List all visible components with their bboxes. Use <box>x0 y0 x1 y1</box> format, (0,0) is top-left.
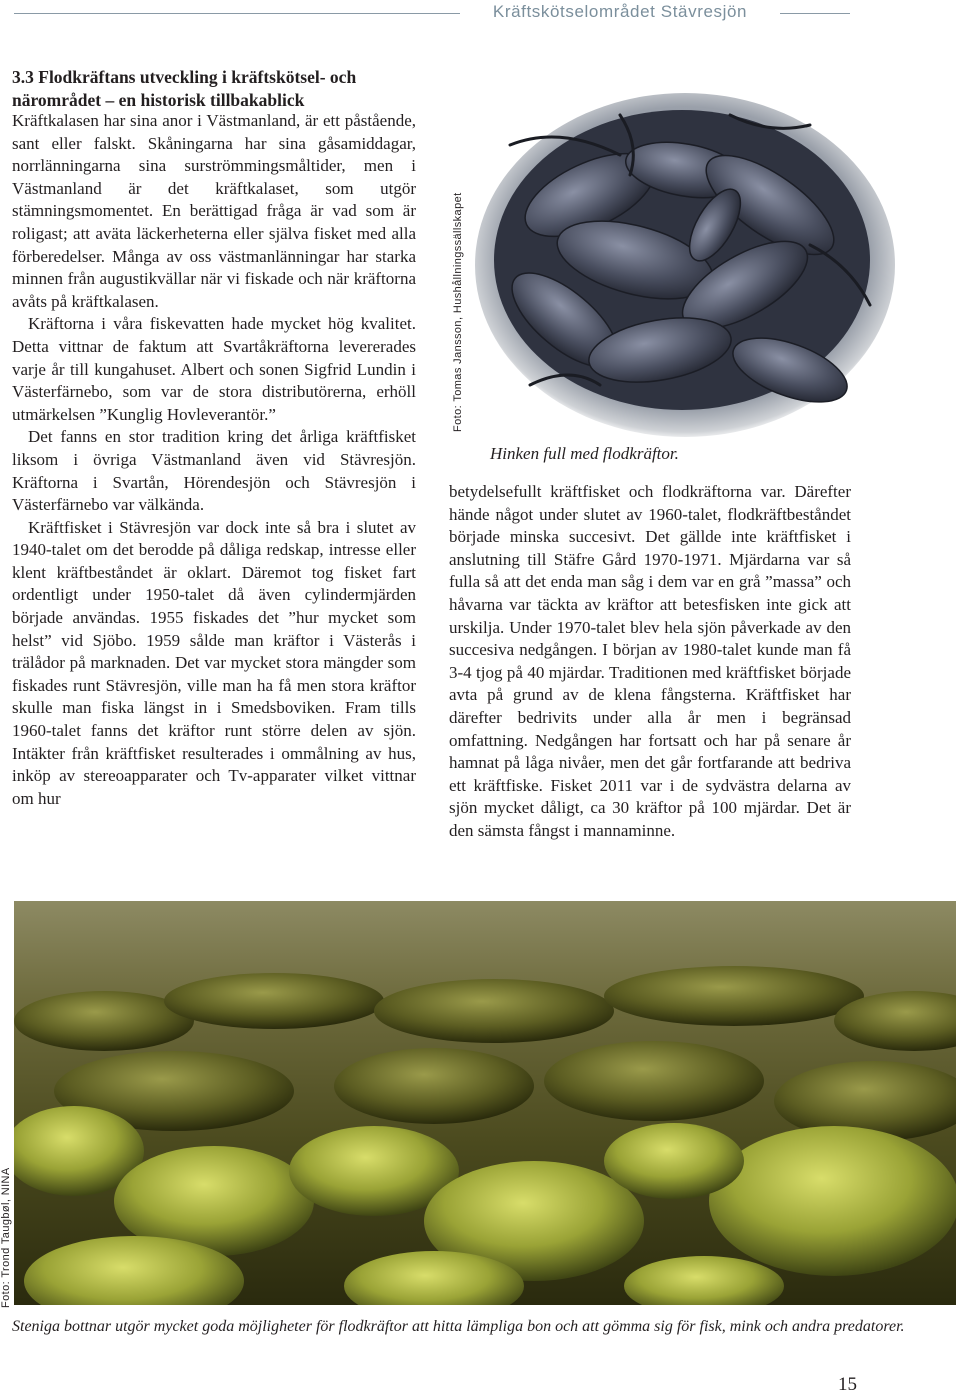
paragraph: Kräftfisket i Stävresjön var dock inte så bra i slutet av 1940-talet om det berodde på dåliga redskap, intresse eller klent kräftbeståndet är oklart. Däremot tog fisket fart ordentligt under 1950-talet då även cylindermjärden började användas. 1955 fiskades det ”hur mycket som helst” vid Sjöbo. 1959 sålde man kräftor i Västerås i trälådor på marknaden. Det var mycket stora mängder som fiskades runt Stävresjön, ville man ha få men stora kräftor skulle man fiska längst in i Smedsboviken. Fram tills 1960-talet fanns det kräftor runt större delen av sjön. Intäkter från kräftfisket resulterades i ommålning av hus, inköp av stereoapparater och Tv-apparater vilket vittnar om hur <box>12 517 416 808</box>
running-head: Kräftskötselområdet Stävresjön <box>492 2 748 21</box>
stony-lake-bottom-photo <box>14 901 956 1305</box>
header-rule-left <box>14 13 460 14</box>
paragraph: betydelsefullt kräftfisket och flodkräftorna var. Därefter hände något under slutet av 1960-talet, flodkräftbeståndet började minska succesivt. Det gällde inte kräftfisket i anslutning till Stäfre Gård 1970-1971. Mjärdarna var så fulla så att det enda man såg i dem var en grå ”massa” och håvarna var täckta av kräftor att betesfisken inte gick att urskilja. Under 1970-talet blev hela sjön påverkade av den succesiva nedgången. I början av 1980-talet kunde man få 3-4 tjog på 40 mjärdar. Traditionen med kräftfisket började avta på grund av de klena fångsterna. Kräftfisket har därefter bedrivits under alla år men i begränsad omfattning. Nedgången har fortsatt och har på senare år hamnat på låga nivåer, men det går fortfarande att bedriva ett kräftfiske. Fisket 2011 var i de sydvästra delarna av sjön mycket dåligt, ca 30 kräftor på 100 mjärdar. Det är den sämsta fångst i mannaminne. <box>449 482 851 840</box>
photo-credit: Foto: Trond Taugbøl, NINA <box>0 1167 12 1308</box>
page-number: 15 <box>838 1374 857 1395</box>
crayfish-bucket-photo <box>470 85 905 440</box>
paragraph: Det fanns en stor tradition kring det årliga kräftfisket liksom i övriga Västmanland även vid Stävresjön. Kräftorna i Svartån, Hörendesjön och Stävresjön i Västerfärnebo var välkända. <box>12 427 416 515</box>
paragraph: Kräftorna i våra fiskevatten hade mycket hög kvalitet. Detta vittnar de faktum att Svartåkräftorna levererades varje år till kungahuset. Albert och sonen Sigfrid Lundin i Västerfärnebo, som var de stora distributörerna, erhöll utmärkelsen ”Kunglig Hovleverantör.” <box>12 314 416 424</box>
header-rule-right <box>780 13 850 14</box>
photo-caption: Hinken full med flodkräftor. <box>490 444 679 463</box>
section-heading: 3.3 Flodkräftans utveckling i kräftskötsel- och närområdet – en historisk tillbakablick <box>12 67 357 110</box>
photo-credit: Foto: Tomas Jansson, Hushållningssällskapet <box>452 192 464 432</box>
right-column <box>449 481 851 843</box>
left-column <box>12 110 416 810</box>
photo-caption: Steniga bottnar utgör mycket goda möjligheter för flodkräftor att hitta lämpliga bon och att gömma sig för fisk, mink och andra predatorer. <box>12 1318 905 1335</box>
paragraph: Kräftkalasen har sina anor i Västmanland, är ett påstående, sant eller falskt. Skåningarna har sina gåsamiddagar, norrlänningarna sina surströmmingsmåltider, men i Västmanland är det kräftkalaset, som utgör stämningsmomentet. En berättigad fråga är vad som är roligast; att aväta läckerheterna eller själva fisket med alla förberedelser. Många av oss västmanlänningar har starka minnen från augustikvällar när vi fiskade och när kräftorna avåts på kräftkalasen. <box>12 111 416 311</box>
